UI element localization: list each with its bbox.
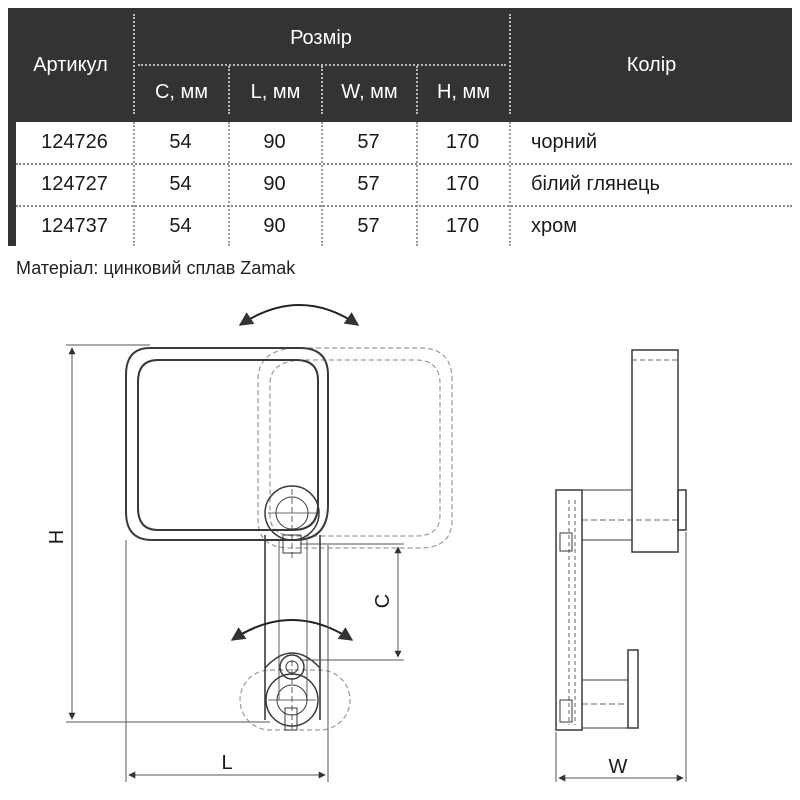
cell-l: 90: [263, 215, 286, 237]
cell-article: 124737: [41, 215, 108, 237]
cell-c: 54: [169, 131, 192, 153]
cell-color: чорний: [531, 131, 598, 153]
side-view: [556, 350, 686, 730]
dimension-w: [556, 532, 686, 782]
cell-l: 90: [263, 131, 286, 153]
cell-color: хром: [531, 215, 577, 237]
dimension-l: [126, 540, 328, 782]
handle-arm: [265, 535, 320, 720]
cell-article: 124726: [41, 131, 108, 153]
header-color: Колір: [626, 53, 677, 76]
cell-h: 170: [445, 173, 480, 195]
dimension-c-label: C: [372, 593, 394, 609]
lower-pivot: [265, 653, 320, 730]
cell-w: 57: [357, 215, 380, 237]
header-article: Артикул: [33, 53, 108, 76]
cell-w: 57: [357, 173, 380, 195]
header-w: W, мм: [341, 80, 398, 103]
dimension-h: [66, 345, 270, 722]
dimension-w-label: W: [608, 756, 628, 778]
rotation-arrow-bottom: [232, 620, 352, 640]
header-l: L, мм: [250, 80, 301, 103]
header-size: Розмір: [290, 26, 352, 49]
cell-article: 124727: [41, 173, 108, 195]
cell-c: 54: [169, 173, 192, 195]
upper-pivot: [265, 486, 319, 560]
rotation-arrow-top: [240, 305, 358, 325]
cell-w: 57: [357, 131, 380, 153]
handle-loop: [126, 348, 328, 540]
material-note: Матеріал: цинковий сплав Zamak: [16, 258, 296, 278]
cell-h: 170: [445, 215, 480, 237]
header-c: C, мм: [154, 80, 209, 103]
header-h: H, мм: [436, 80, 491, 103]
cell-color: білий глянець: [531, 173, 660, 195]
dimension-h-label: H: [46, 529, 68, 545]
dimension-l-label: L: [221, 752, 233, 774]
cell-l: 90: [263, 173, 286, 195]
cell-h: 170: [445, 131, 480, 153]
cell-c: 54: [169, 215, 192, 237]
